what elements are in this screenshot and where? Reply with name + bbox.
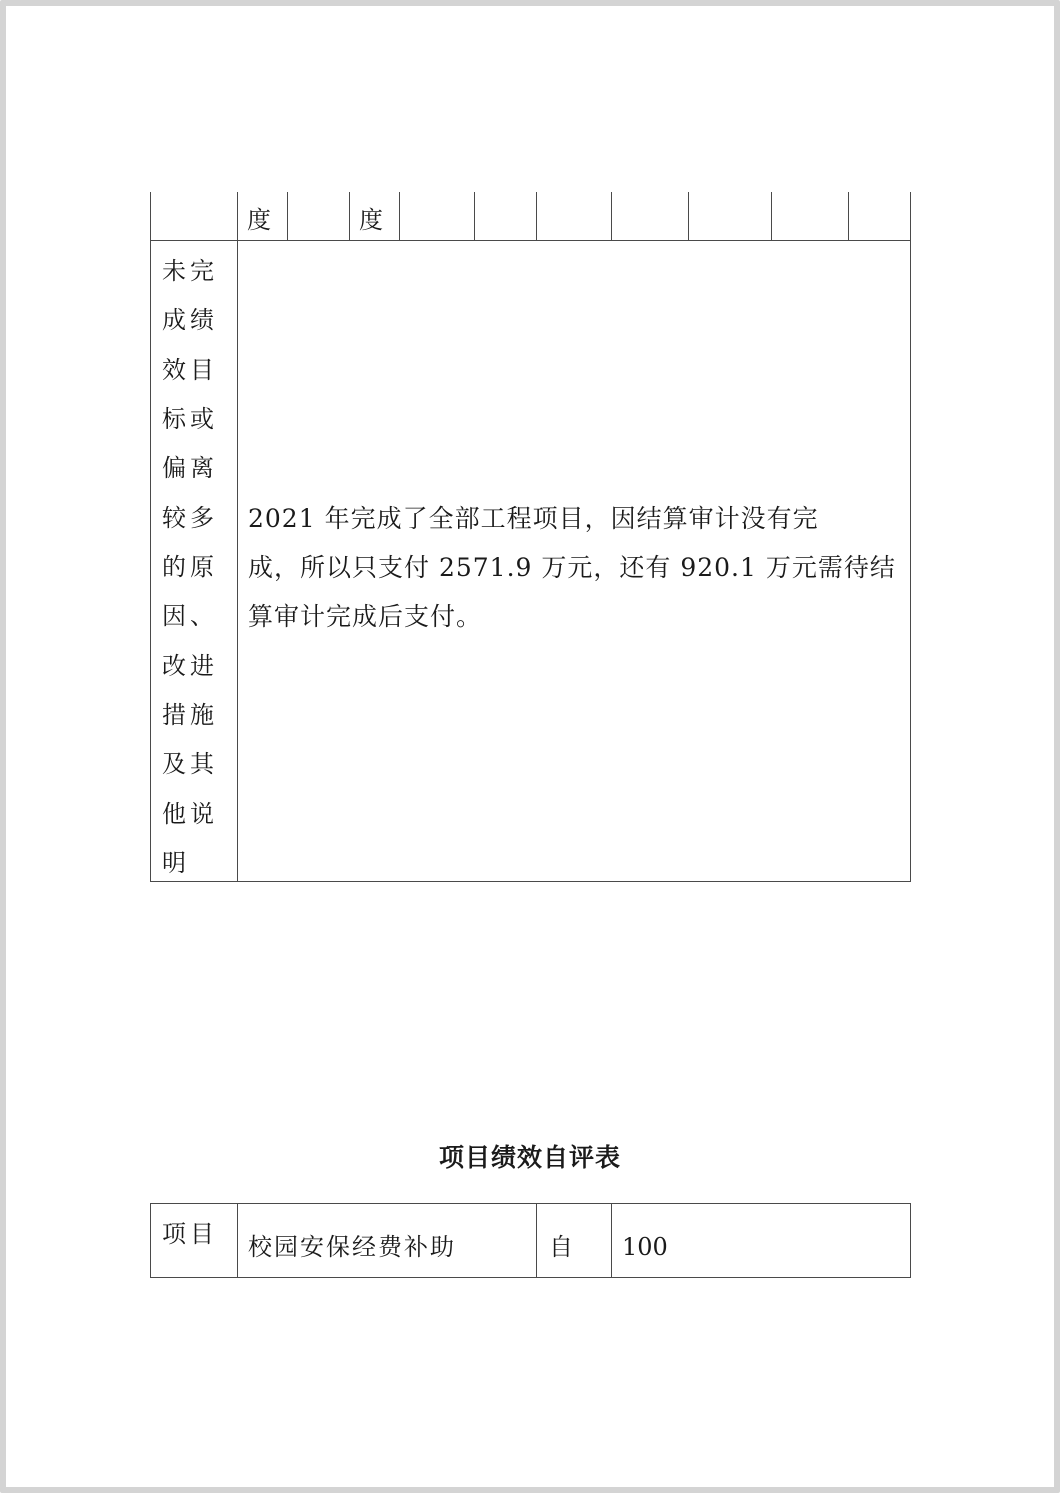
reason-label-line: 未完 xyxy=(162,257,218,285)
table1-col-divider xyxy=(611,192,612,240)
reason-label-line: 成绩 xyxy=(162,306,218,334)
table1-col-divider xyxy=(848,192,849,240)
reason-content-line: 成，所以只支付 2571.9 万元，还有 920.1 万元需待结 xyxy=(248,553,896,582)
reason-label-line: 及其 xyxy=(162,750,218,778)
reason-label-line: 因、 xyxy=(162,602,218,630)
reason-label-line: 较多 xyxy=(162,504,218,532)
table2-col-divider xyxy=(237,1203,238,1278)
table1-col-divider xyxy=(349,192,350,240)
table2-top-border xyxy=(150,1203,911,1204)
project-label: 项目 xyxy=(162,1220,218,1248)
table1-row-divider xyxy=(150,240,911,241)
reason-label-line: 效目 xyxy=(162,356,218,384)
reason-label-line: 标或 xyxy=(162,405,218,433)
table2-left-border xyxy=(150,1203,151,1278)
table2-bottom-border xyxy=(150,1277,911,1278)
section-title: 项目绩效自评表 xyxy=(438,1143,621,1172)
table1-col-divider xyxy=(287,192,288,240)
table1-bottom-border xyxy=(150,881,911,882)
top-row-cell-1: 度 xyxy=(247,206,271,234)
reason-label-line: 他说 xyxy=(162,800,218,828)
table2-right-border xyxy=(910,1203,911,1278)
project-name: 校园安保经费补助 xyxy=(248,1233,456,1261)
table1-col-divider xyxy=(688,192,689,240)
table2-col-divider xyxy=(536,1203,537,1278)
self-score: 100 xyxy=(622,1233,668,1261)
reason-label-line: 的原 xyxy=(162,553,218,581)
table1-col-divider xyxy=(771,192,772,240)
reason-label-line: 偏离 xyxy=(162,454,218,482)
table1-left-border xyxy=(150,192,151,882)
table1-col-divider xyxy=(536,192,537,240)
table1-right-border xyxy=(910,192,911,882)
top-row-cell-2: 度 xyxy=(359,206,383,234)
table1-col-divider xyxy=(474,192,475,240)
reason-label-line: 明 xyxy=(162,849,190,877)
table1-label-divider xyxy=(237,192,238,882)
reason-content-line: 2021 年完成了全部工程项目，因结算审计没有完 xyxy=(248,504,819,533)
table1-col-divider xyxy=(399,192,400,240)
reason-content-line: 算审计完成后支付。 xyxy=(248,602,483,631)
reason-label-line: 改进 xyxy=(162,652,218,680)
reason-label-line: 措施 xyxy=(162,701,218,729)
table2-col-divider xyxy=(611,1203,612,1278)
self-label: 自 xyxy=(549,1233,573,1261)
